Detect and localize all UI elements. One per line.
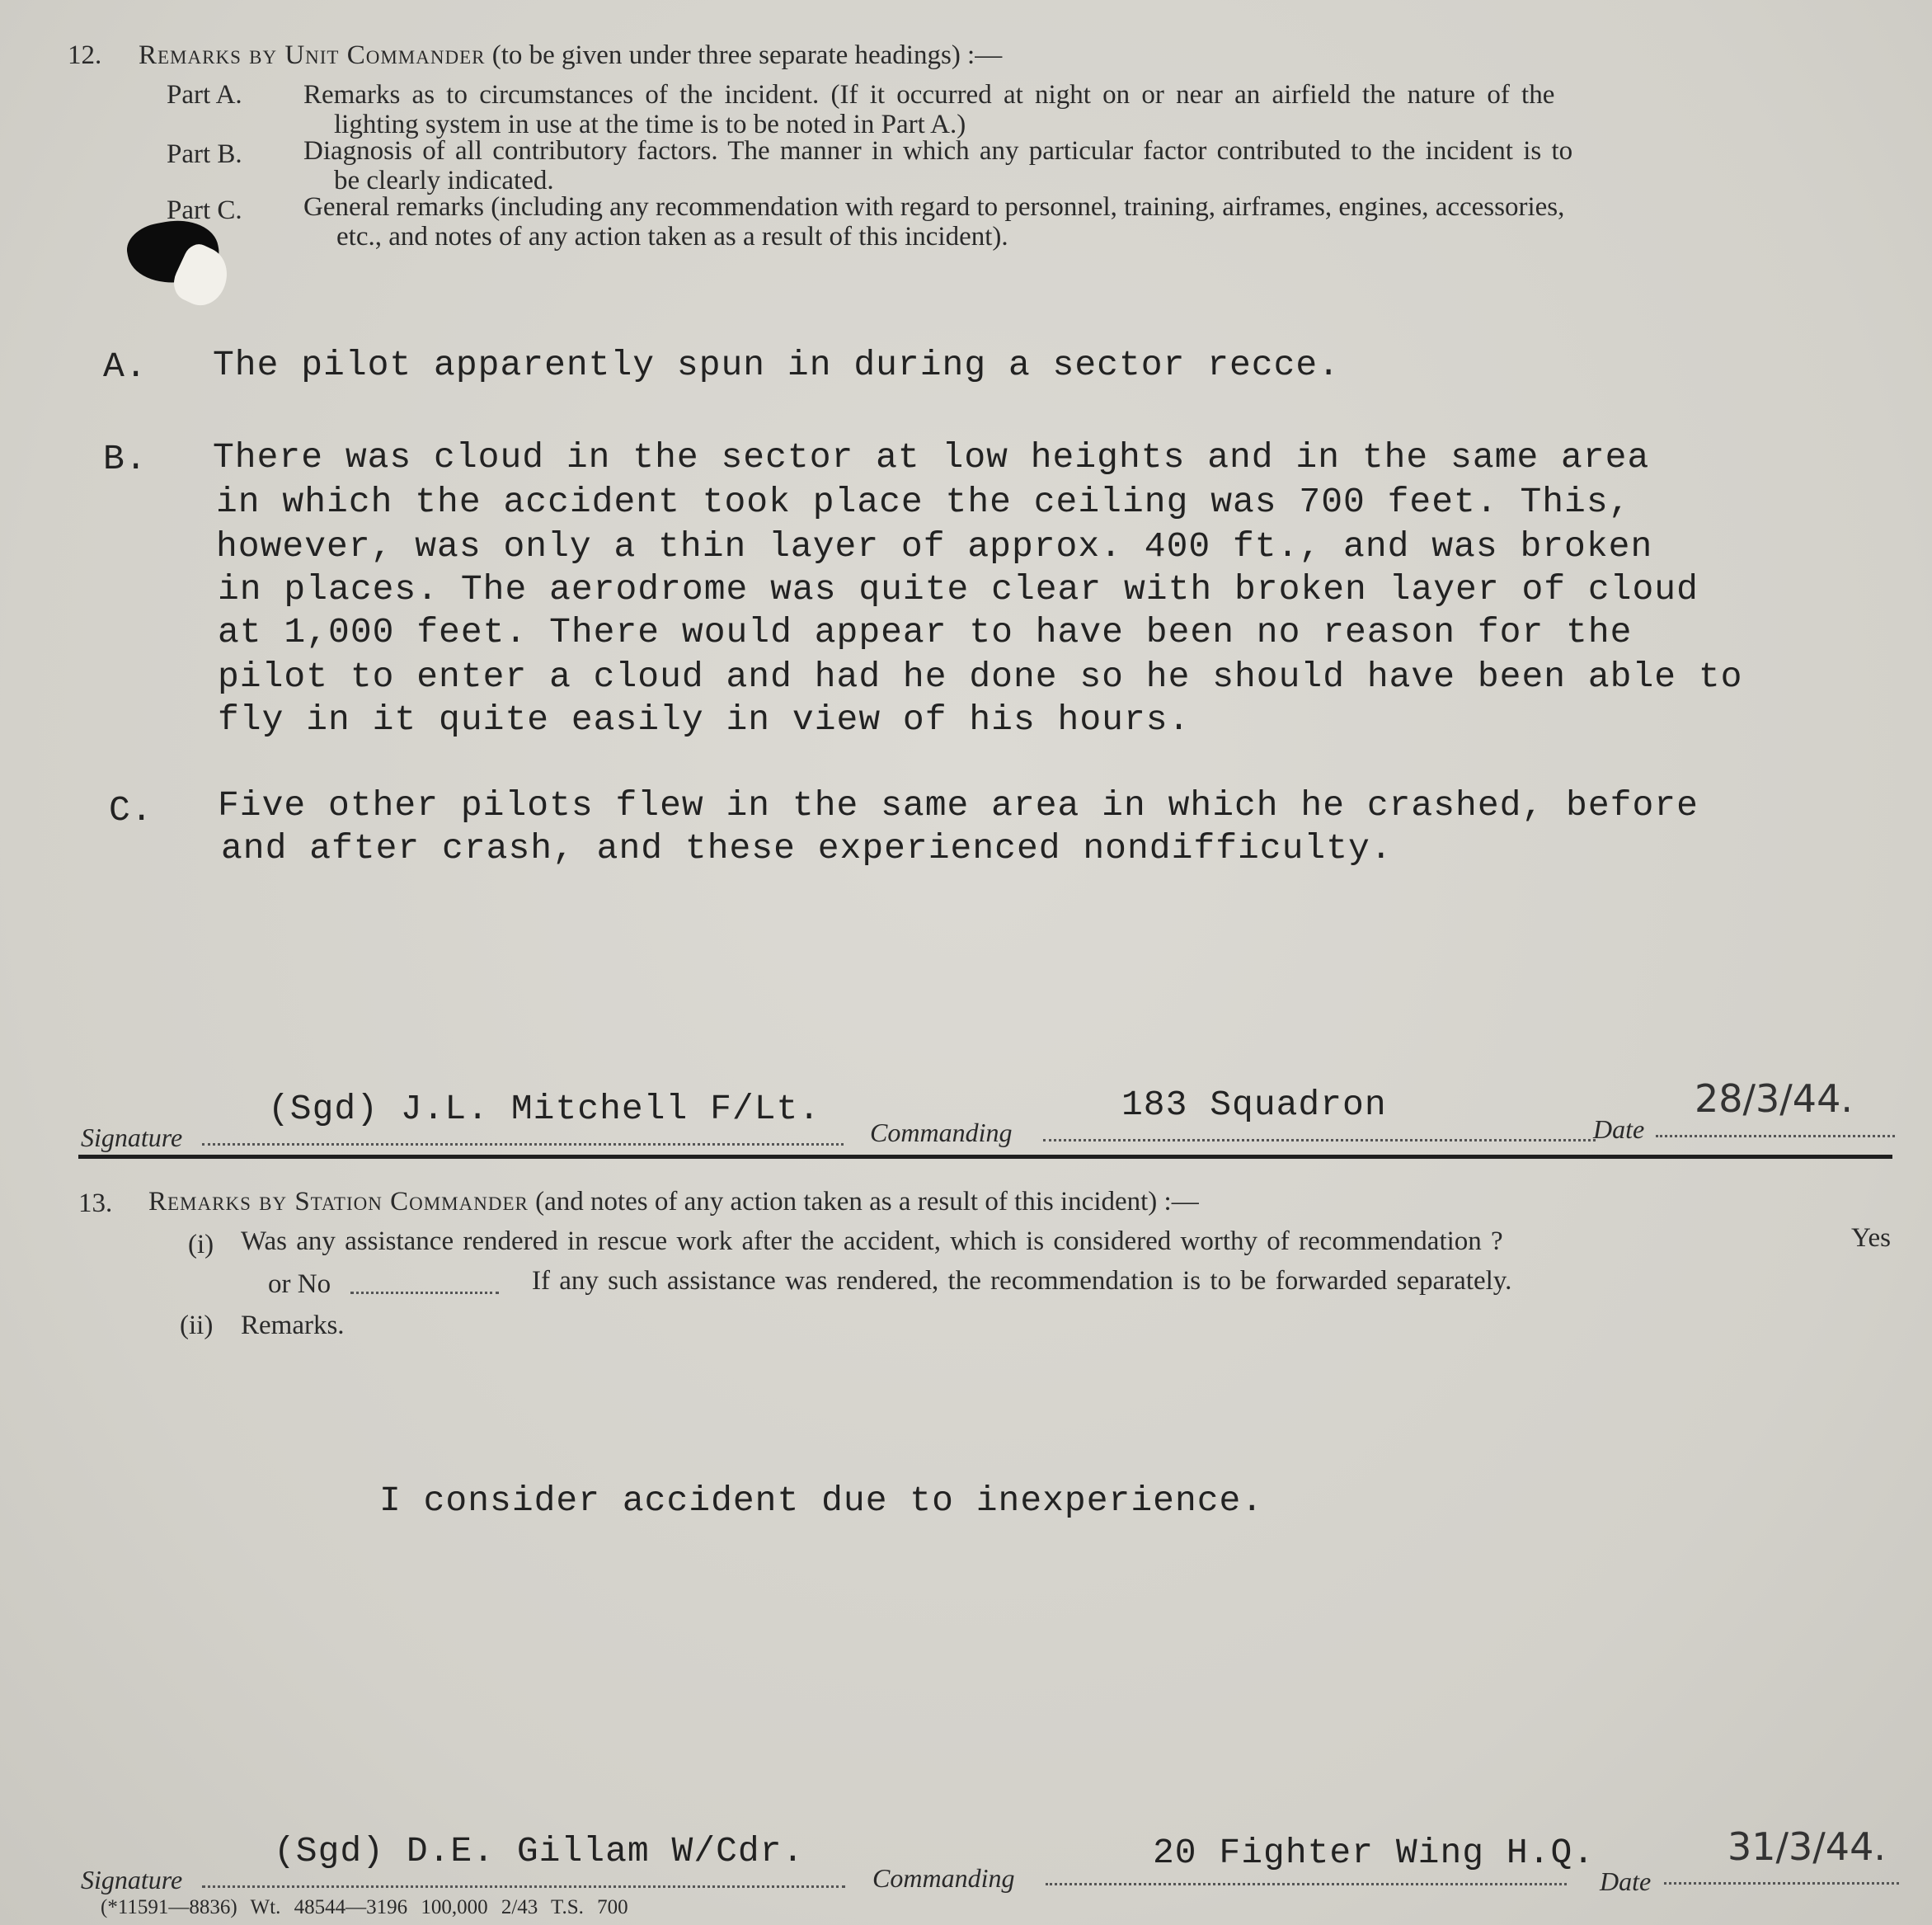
typed-remark-b-line: at 1,000 feet. There would appear to have been no reason for the: [218, 612, 1633, 652]
typed-remark-b-line: however, was only a thin layer of approx. 400 ft., and was broken: [216, 526, 1653, 567]
section-12-heading: Remarks by Unit Commander: [139, 40, 486, 70]
typed-remark-b-line: in places. The aerodrome was quite clear with broken layer of cloud: [218, 569, 1699, 610]
question-ii-label: (ii): [180, 1311, 214, 1340]
date-line-13: [1664, 1882, 1899, 1885]
part-a-line-1: Remarks as to circumstances of the incident. (If it occurred at night on or near an airfield the nature of the: [303, 80, 1555, 110]
question-i-line-2: If any such assistance was rendered, the recommendation is to be forwarded separately.: [532, 1266, 1512, 1296]
commanding-line-12: [1043, 1139, 1596, 1141]
part-b-line-1: Diagnosis of all contributory factors. The manner in which any particular factor contributed to the incident is to: [303, 136, 1573, 166]
typed-remark-c-line: and after crash, and these experienced nondifficulty.: [221, 828, 1393, 868]
part-a-line-2: lighting system in use at the time is to be noted in Part A.): [334, 110, 966, 139]
date-value-12: 28/3/44.: [1695, 1076, 1853, 1121]
form-print-code: (*11591—8836) Wt. 48544—3196 100,000 2/43 T.S. 700: [101, 1896, 628, 1918]
section-divider: [78, 1155, 1892, 1159]
commanding-value-13: 20 Fighter Wing H.Q.: [1153, 1833, 1596, 1873]
part-b-label: Part B.: [167, 139, 242, 169]
commanding-label-12: Commanding: [870, 1118, 1013, 1147]
typed-remark-b-line: fly in it quite easily in view of his hours.: [218, 699, 1191, 740]
station-commander-remark: I consider accident due to inexperience.: [379, 1480, 1264, 1521]
part-b-line-2: be clearly indicated.: [334, 166, 554, 195]
question-i-yes: Yes: [1851, 1223, 1892, 1253]
section-12-heading-line: [139, 40, 1002, 73]
date-label-13: Date: [1600, 1866, 1652, 1896]
date-value-13: 31/3/44.: [1728, 1824, 1886, 1869]
question-ii-text: Remarks.: [241, 1311, 345, 1340]
question-i-line-1: Was any assistance rendered in rescue work after the accident, which is considered worthy of recommendation ?: [241, 1226, 1503, 1256]
signature-label-12: Signature: [81, 1123, 183, 1152]
part-c-line-2: etc., and notes of any action taken as a result of this incident).: [336, 222, 1008, 252]
or-no-answer-line: [350, 1292, 499, 1294]
section-13-heading: Remarks by Station Commander: [148, 1187, 529, 1217]
typed-remark-b-line: pilot to enter a cloud and had he done so he should have been able to: [218, 657, 1743, 697]
date-label-12: Date: [1593, 1114, 1645, 1144]
typed-label-a: A.: [103, 346, 148, 387]
typed-remark-c-line: Five other pilots flew in the same area in which he crashed, before: [218, 785, 1699, 826]
typed-label-b: B.: [103, 439, 148, 479]
signature-line-12: [202, 1143, 844, 1146]
typed-remark-a-line: The pilot apparently spun in during a sector recce.: [213, 345, 1341, 385]
commanding-value-12: 183 Squadron: [1121, 1085, 1387, 1125]
signature-value-13: (Sgd) D.E. Gillam W/Cdr.: [274, 1831, 805, 1871]
signature-label-13: Signature: [81, 1865, 183, 1894]
section-12-number: 12.: [68, 40, 102, 70]
section-13-heading-note: (and notes of any action taken as a result of this incident) :—: [535, 1187, 1199, 1217]
commanding-label-13: Commanding: [872, 1863, 1015, 1893]
signature-line-13: [202, 1885, 845, 1888]
typed-remark-b-line: in which the accident took place the ceiling was 700 feet. This,: [216, 482, 1631, 522]
typed-remark-b-line: There was cloud in the sector at low heights and in the same area: [213, 437, 1650, 478]
signature-value-12: (Sgd) J.L. Mitchell F/Lt.: [268, 1089, 821, 1129]
section-13-number: 13.: [78, 1188, 113, 1218]
part-a-label: Part A.: [167, 80, 242, 110]
section-13-heading-line: [148, 1186, 1199, 1219]
commanding-line-13: [1046, 1883, 1567, 1885]
part-c-line-1: General remarks (including any recommendation with regard to personnel, training, airframes, engines, accessories,: [303, 192, 1565, 222]
section-12-heading-note: (to be given under three separate headings) :—: [491, 40, 1003, 70]
question-i-or-no: or No: [268, 1269, 331, 1299]
part-c-label: Part C.: [167, 195, 242, 225]
question-i-label: (i): [188, 1230, 214, 1259]
date-line-12: [1656, 1135, 1895, 1137]
typed-label-c: C.: [109, 790, 153, 831]
